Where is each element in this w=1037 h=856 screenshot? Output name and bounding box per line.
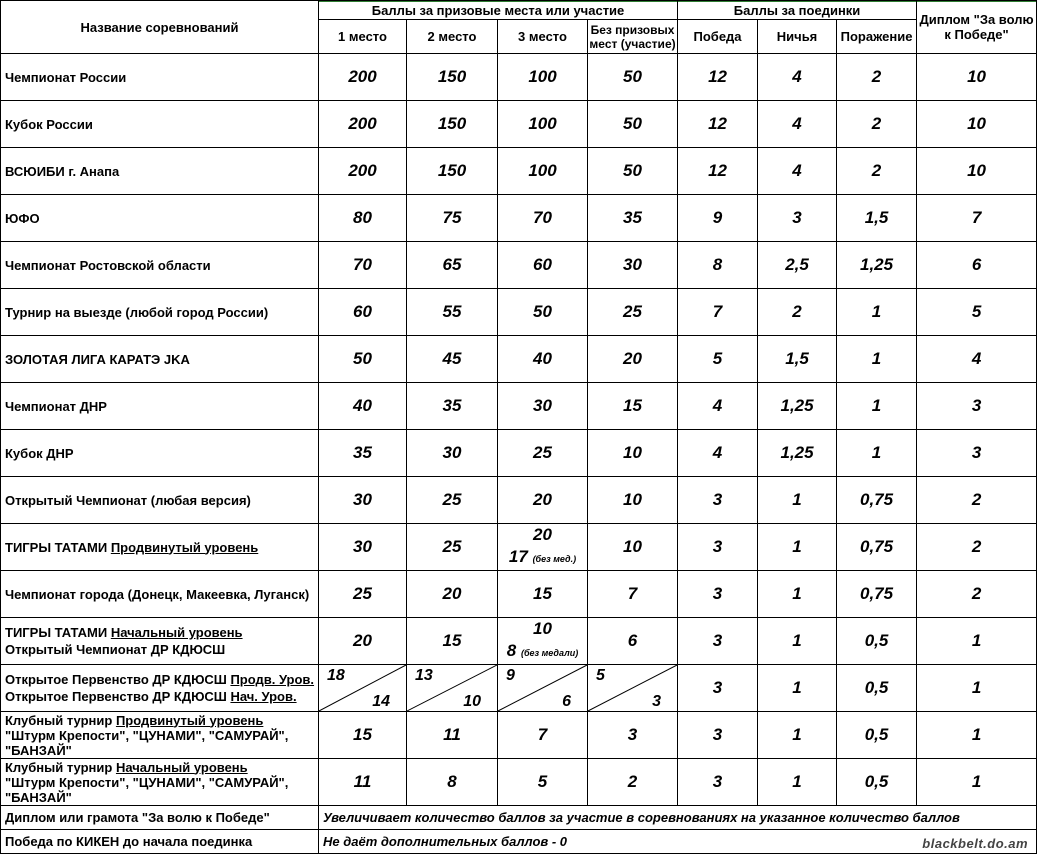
cell-place-3: 100 bbox=[498, 101, 588, 148]
cell-place-2: 30 bbox=[407, 430, 498, 477]
cell-diploma: 7 bbox=[917, 195, 1037, 242]
cell-diploma: 4 bbox=[917, 336, 1037, 383]
cell-place-1: 200 bbox=[319, 101, 407, 148]
cell-loss: 0,75 bbox=[837, 477, 917, 524]
cell-place-3: 20 17 (без мед.) bbox=[498, 524, 588, 571]
watermark: blackbelt.do.am bbox=[922, 836, 1029, 851]
row-name: Кубок России bbox=[1, 101, 319, 148]
row-name: Чемпионат Ростовской области bbox=[1, 242, 319, 289]
table-row bbox=[1, 54, 1037, 101]
cell-loss: 0,5 bbox=[837, 759, 917, 806]
cell-diploma: 2 bbox=[917, 477, 1037, 524]
cell-place-3: 25 bbox=[498, 430, 588, 477]
cell-diploma: 1 bbox=[917, 759, 1037, 806]
cell-place-1: 50 bbox=[319, 336, 407, 383]
cell-place-3-split: 9 6 bbox=[498, 665, 588, 712]
row-name: ЗОЛОТАЯ ЛИГА КАРАТЭ JKA bbox=[1, 336, 319, 383]
cell-diploma: 10 bbox=[917, 101, 1037, 148]
cell-win: 4 bbox=[678, 430, 758, 477]
cell-place-1: 200 bbox=[319, 148, 407, 195]
cell-draw: 1 bbox=[758, 618, 837, 665]
header-no-place: Без призовых мест (участие) bbox=[588, 20, 678, 54]
row-name: Чемпионат России bbox=[1, 54, 319, 101]
cell-draw: 1 bbox=[758, 524, 837, 571]
cell-place-1: 11 bbox=[319, 759, 407, 806]
cell-diploma: 1 bbox=[917, 665, 1037, 712]
cell-diploma: 1 bbox=[917, 712, 1037, 759]
header-group-places: Баллы за призовые места или участие bbox=[319, 1, 678, 20]
cell-diploma: 2 bbox=[917, 571, 1037, 618]
row-name: Кубок ДНР bbox=[1, 430, 319, 477]
table-row bbox=[1, 336, 1037, 383]
cell-no-place: 15 bbox=[588, 383, 678, 430]
cell-loss: 1 bbox=[837, 430, 917, 477]
cell-place-2-split: 13 10 bbox=[407, 665, 498, 712]
cell-no-place: 25 bbox=[588, 289, 678, 336]
cell-diploma: 5 bbox=[917, 289, 1037, 336]
cell-no-place: 35 bbox=[588, 195, 678, 242]
cell-draw: 1 bbox=[758, 759, 837, 806]
cell-diploma: 10 bbox=[917, 148, 1037, 195]
cell-place-2: 8 bbox=[407, 759, 498, 806]
cell-place-3: 100 bbox=[498, 148, 588, 195]
header-name: Название соревнований bbox=[1, 1, 319, 54]
cell-loss: 0,75 bbox=[837, 571, 917, 618]
table-row bbox=[1, 148, 1037, 195]
cell-place-2: 25 bbox=[407, 524, 498, 571]
cell-place-1: 60 bbox=[319, 289, 407, 336]
cell-diploma: 10 bbox=[917, 54, 1037, 101]
cell-place-2: 25 bbox=[407, 477, 498, 524]
cell-draw: 1,5 bbox=[758, 336, 837, 383]
cell-place-1: 200 bbox=[319, 54, 407, 101]
cell-no-place: 50 bbox=[588, 101, 678, 148]
cell-draw: 1 bbox=[758, 665, 837, 712]
cell-win: 3 bbox=[678, 665, 758, 712]
table-row bbox=[1, 524, 1037, 571]
cell-win: 3 bbox=[678, 524, 758, 571]
cell-loss: 2 bbox=[837, 148, 917, 195]
cell-win: 5 bbox=[678, 336, 758, 383]
cell-no-place-split: 5 3 bbox=[588, 665, 678, 712]
table-row bbox=[1, 618, 1037, 665]
footer-diploma-text: Увеличивает количество баллов за участие в соревнованиях на указанное количество баллов bbox=[319, 806, 1037, 830]
row-name: Открытый Чемпионат (любая версия) bbox=[1, 477, 319, 524]
cell-place-3: 15 bbox=[498, 571, 588, 618]
cell-win: 3 bbox=[678, 571, 758, 618]
cell-place-2: 11 bbox=[407, 712, 498, 759]
row-name: ЮФО bbox=[1, 195, 319, 242]
cell-place-3: 7 bbox=[498, 712, 588, 759]
header-place-3: 3 место bbox=[498, 20, 588, 54]
cell-place-3: 30 bbox=[498, 383, 588, 430]
cell-no-place: 10 bbox=[588, 524, 678, 571]
cell-draw: 4 bbox=[758, 101, 837, 148]
row-name: Чемпионат ДНР bbox=[1, 383, 319, 430]
cell-loss: 0,75 bbox=[837, 524, 917, 571]
cell-diploma: 3 bbox=[917, 383, 1037, 430]
cell-place-2: 20 bbox=[407, 571, 498, 618]
cell-diploma: 2 bbox=[917, 524, 1037, 571]
header-draw: Ничья bbox=[758, 20, 837, 54]
cell-draw: 1 bbox=[758, 477, 837, 524]
cell-no-place: 3 bbox=[588, 712, 678, 759]
cell-place-2: 65 bbox=[407, 242, 498, 289]
cell-no-place: 10 bbox=[588, 430, 678, 477]
table-row bbox=[1, 430, 1037, 477]
cell-diploma: 3 bbox=[917, 430, 1037, 477]
cell-place-1: 30 bbox=[319, 477, 407, 524]
cell-diploma: 1 bbox=[917, 618, 1037, 665]
footer-kiken-text: Не даёт дополнительных баллов - 0 bbox=[323, 834, 568, 849]
cell-win: 12 bbox=[678, 101, 758, 148]
cell-no-place: 2 bbox=[588, 759, 678, 806]
cell-win: 3 bbox=[678, 712, 758, 759]
footer-row-kiken bbox=[1, 830, 1037, 854]
table-row bbox=[1, 477, 1037, 524]
cell-loss: 1 bbox=[837, 336, 917, 383]
cell-win: 12 bbox=[678, 148, 758, 195]
cell-draw: 2,5 bbox=[758, 242, 837, 289]
cell-loss: 0,5 bbox=[837, 712, 917, 759]
cell-no-place: 7 bbox=[588, 571, 678, 618]
cell-win: 4 bbox=[678, 383, 758, 430]
cell-draw: 4 bbox=[758, 54, 837, 101]
cell-place-1: 40 bbox=[319, 383, 407, 430]
cell-place-1: 80 bbox=[319, 195, 407, 242]
cell-place-2: 15 bbox=[407, 618, 498, 665]
cell-loss: 0,5 bbox=[837, 618, 917, 665]
cell-no-place: 20 bbox=[588, 336, 678, 383]
header-place-1: 1 место bbox=[319, 20, 407, 54]
table-row bbox=[1, 571, 1037, 618]
cell-place-1: 20 bbox=[319, 618, 407, 665]
row-name: Клубный турнир Начальный уровень "Штурм Крепости", "ЦУНАМИ", "САМУРАЙ", "БАНЗАЙ" bbox=[1, 759, 319, 806]
cell-draw: 4 bbox=[758, 148, 837, 195]
cell-no-place: 30 bbox=[588, 242, 678, 289]
cell-diploma: 6 bbox=[917, 242, 1037, 289]
table-row bbox=[1, 383, 1037, 430]
cell-loss: 1 bbox=[837, 383, 917, 430]
cell-place-1: 15 bbox=[319, 712, 407, 759]
cell-place-3: 100 bbox=[498, 54, 588, 101]
cell-draw: 1 bbox=[758, 571, 837, 618]
footer-row-diploma bbox=[1, 806, 1037, 830]
cell-place-3: 60 bbox=[498, 242, 588, 289]
cell-place-1-split: 18 14 bbox=[319, 665, 407, 712]
footer-kiken-label: Победа по КИКЕН до начала поединка bbox=[1, 830, 319, 854]
cell-place-3: 40 bbox=[498, 336, 588, 383]
cell-place-1: 30 bbox=[319, 524, 407, 571]
footer-kiken-cell bbox=[319, 830, 1037, 854]
cell-no-place: 50 bbox=[588, 148, 678, 195]
cell-no-place: 10 bbox=[588, 477, 678, 524]
table-row bbox=[1, 289, 1037, 336]
cell-no-place: 6 bbox=[588, 618, 678, 665]
cell-place-1: 70 bbox=[319, 242, 407, 289]
cell-win: 3 bbox=[678, 477, 758, 524]
header-place-2: 2 место bbox=[407, 20, 498, 54]
cell-place-2: 35 bbox=[407, 383, 498, 430]
cell-loss: 2 bbox=[837, 101, 917, 148]
header-win: Победа bbox=[678, 20, 758, 54]
cell-win: 9 bbox=[678, 195, 758, 242]
header-loss: Поражение bbox=[837, 20, 917, 54]
cell-loss: 0,5 bbox=[837, 665, 917, 712]
cell-place-2: 150 bbox=[407, 54, 498, 101]
row-name: ТИГРЫ ТАТАМИ Продвинутый уровень bbox=[1, 524, 319, 571]
cell-place-3: 5 bbox=[498, 759, 588, 806]
table-row bbox=[1, 759, 1037, 806]
header-diploma: Диплом "За волю к Победе" bbox=[917, 1, 1037, 54]
cell-win: 8 bbox=[678, 242, 758, 289]
cell-place-1: 35 bbox=[319, 430, 407, 477]
cell-place-2: 75 bbox=[407, 195, 498, 242]
cell-place-2: 45 bbox=[407, 336, 498, 383]
footer-diploma-label: Диплом или грамота "За волю к Победе" bbox=[1, 806, 319, 830]
cell-win: 7 bbox=[678, 289, 758, 336]
cell-draw: 1 bbox=[758, 712, 837, 759]
cell-place-3: 70 bbox=[498, 195, 588, 242]
cell-place-3: 20 bbox=[498, 477, 588, 524]
cell-place-3: 50 bbox=[498, 289, 588, 336]
table-row bbox=[1, 101, 1037, 148]
table-row bbox=[1, 195, 1037, 242]
cell-loss: 1,5 bbox=[837, 195, 917, 242]
cell-place-2: 55 bbox=[407, 289, 498, 336]
cell-draw: 3 bbox=[758, 195, 837, 242]
row-name: Открытое Первенство ДР КДЮСШ Продв. Уров. Открытое Первенство ДР КДЮСШ Нач. Уров. bbox=[1, 665, 319, 712]
row-name: ТИГРЫ ТАТАМИ Начальный уровень Открытый Чемпионат ДР КДЮСШ bbox=[1, 618, 319, 665]
cell-place-2: 150 bbox=[407, 101, 498, 148]
cell-loss: 2 bbox=[837, 54, 917, 101]
row-name: Турнир на выезде (любой город России) bbox=[1, 289, 319, 336]
cell-draw: 2 bbox=[758, 289, 837, 336]
cell-loss: 1 bbox=[837, 289, 917, 336]
cell-place-3: 10 8 (без медали) bbox=[498, 618, 588, 665]
table-row bbox=[1, 242, 1037, 289]
cell-win: 12 bbox=[678, 54, 758, 101]
row-name: Чемпионат города (Донецк, Макеевка, Луганск) bbox=[1, 571, 319, 618]
cell-draw: 1,25 bbox=[758, 430, 837, 477]
cell-win: 3 bbox=[678, 618, 758, 665]
header-group-fights: Баллы за поединки bbox=[678, 1, 917, 20]
row-name: ВСЮИБИ г. Анапа bbox=[1, 148, 319, 195]
table-row bbox=[1, 665, 1037, 712]
table-row bbox=[1, 712, 1037, 759]
row-name: Клубный турнир Продвинутый уровень "Штурм Крепости", "ЦУНАМИ", "САМУРАЙ", "БАНЗАЙ" bbox=[1, 712, 319, 759]
cell-no-place: 50 bbox=[588, 54, 678, 101]
cell-win: 3 bbox=[678, 759, 758, 806]
cell-place-1: 25 bbox=[319, 571, 407, 618]
cell-loss: 1,25 bbox=[837, 242, 917, 289]
cell-place-2: 150 bbox=[407, 148, 498, 195]
cell-draw: 1,25 bbox=[758, 383, 837, 430]
